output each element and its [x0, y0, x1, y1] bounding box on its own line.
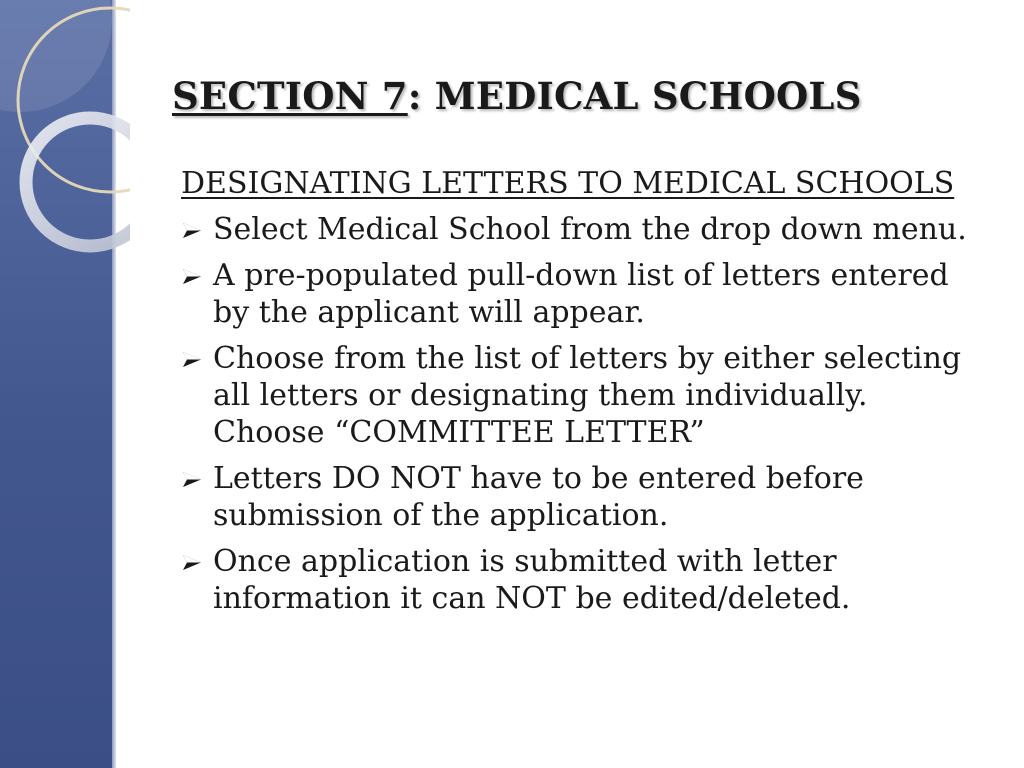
arrowhead-bullet-icon: [182, 269, 202, 284]
bullet-text: Once application is submitted with letter information it can NOT be edited/deleted.: [213, 544, 851, 616]
arrowhead-bullet-icon: [182, 352, 202, 367]
bullet-list: [181, 211, 976, 626]
title-section-number: SECTION 7: [172, 74, 408, 118]
title-text: : MEDICAL SCHOOLS: [407, 74, 862, 118]
bullet-item: [181, 257, 976, 331]
bullet-text: Choose from the list of letters by either selecting all letters or designating them individually. Choose “COMMITTEE LETTER”: [213, 341, 962, 450]
slide-title: [172, 74, 862, 118]
bullet-text: A pre-populated pull-down list of letters entered by the applicant will appear.: [213, 258, 949, 330]
bullet-item: [181, 211, 976, 248]
arrowhead-bullet-icon: [182, 555, 202, 570]
decorative-rings: [0, 0, 130, 260]
arrowhead-bullet-icon: [182, 472, 202, 487]
arrowhead-bullet-icon: [182, 223, 202, 238]
bullet-item: [181, 460, 976, 534]
bullet-text: Letters DO NOT have to be entered before submission of the application.: [213, 461, 864, 533]
bullet-text: Select Medical School from the drop down menu.: [213, 212, 967, 247]
bullet-item: [181, 543, 976, 617]
subheading: DESIGNATING LETTERS TO MEDICAL SCHOOLS: [181, 166, 955, 201]
bullet-item: [181, 340, 976, 451]
